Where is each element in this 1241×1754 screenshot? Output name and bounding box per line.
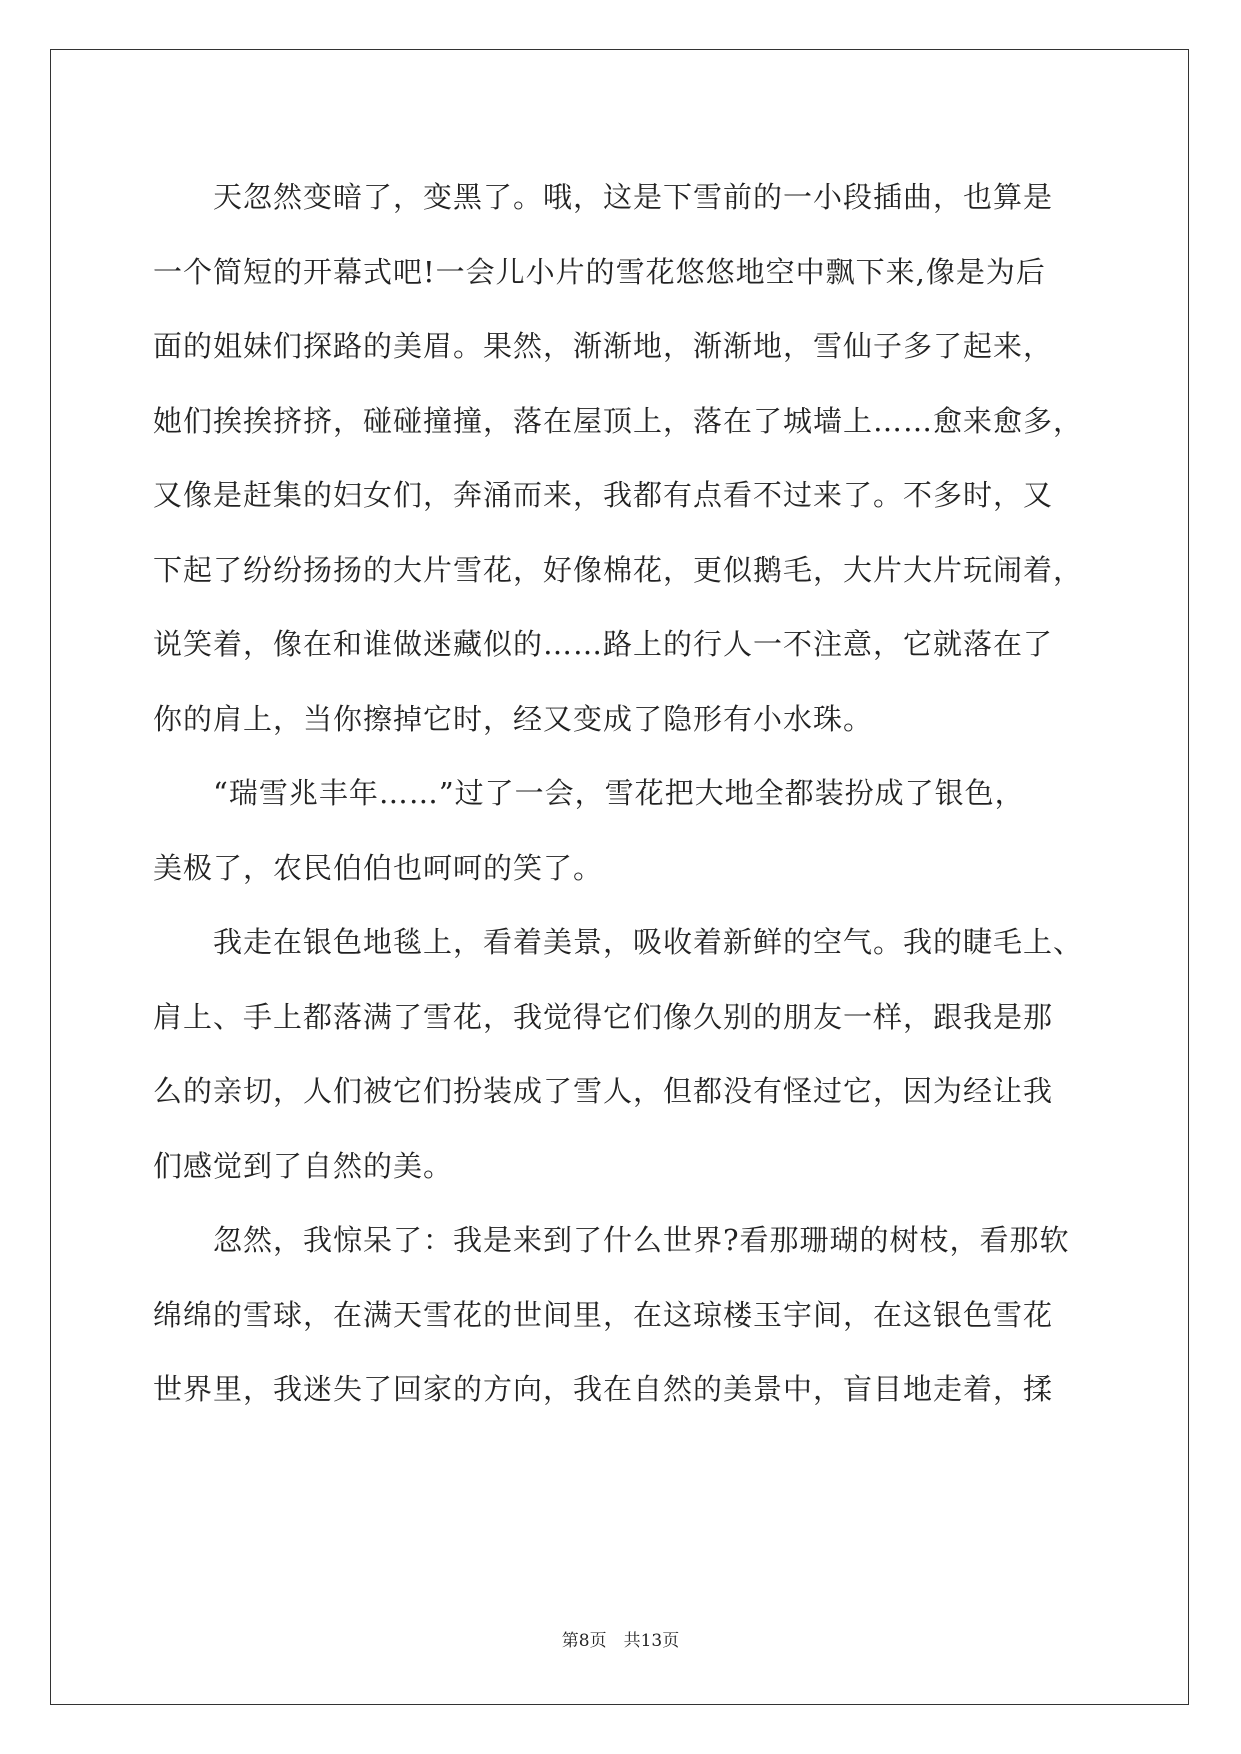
text-line: 一个简短的开幕式吧!一会儿小片的雪花悠悠地空中飘下来,像是为后 (153, 254, 1046, 289)
text-line: 们感觉到了自然的美。 (153, 1148, 454, 1183)
text-line: 下起了纷纷扬扬的大片雪花，好像棉花，更似鹅毛，大片大片玩闹着， (153, 552, 1084, 587)
text-line: 肩上、手上都落满了雪花，我觉得它们像久别的朋友一样，跟我是那 (153, 999, 1054, 1034)
text-line: 绵绵的雪球，在满天雪花的世间里，在这琼楼玉宇间，在这银色雪花 (153, 1297, 1054, 1332)
text-line: 世界里，我迷失了回家的方向，我在自然的美景中，盲目地走着，揉 (153, 1372, 1054, 1406)
document-body (153, 160, 1093, 1427)
text-line: 美极了，农民伯伯也呵呵的笑了。 (153, 850, 604, 885)
text-line: 你的肩上，当你擦掉它时，经又变成了隐形有小水珠。 (153, 701, 874, 736)
text-line: 她们挨挨挤挤，碰碰撞撞，落在屋顶上，落在了城墙上……愈来愈多， (153, 403, 1084, 438)
text-line: 忽然，我惊呆了：我是来到了什么世界?看那珊瑚的树枝，看那软 (153, 1223, 1070, 1257)
text-line: 面的姐妹们探路的美眉。果然，渐渐地，渐渐地，雪仙子多了起来， (153, 329, 1054, 363)
text-line: 又像是赶集的妇女们，奔涌而来，我都有点看不过来了。不多时，又 (153, 478, 1054, 512)
text-line: 天忽然变暗了，变黑了。哦，这是下雪前的一小段插曲，也算是 (153, 180, 1054, 214)
text-line: 说笑着，像在和谁做迷藏似的……路上的行人一不注意，它就落在了 (153, 627, 1054, 661)
text-line: “瑞雪兆丰年……”过了一会，雪花把大地全都装扮成了银色， (153, 776, 1025, 810)
text-line: 么的亲切，人们被它们扮装成了雪人，但都没有怪过它，因为经让我 (153, 1074, 1054, 1108)
text-line: 我走在银色地毯上，看着美景，吸收着新鲜的空气。我的睫毛上、 (153, 925, 1084, 959)
page-number: 第8页 共13页 (561, 1631, 680, 1651)
